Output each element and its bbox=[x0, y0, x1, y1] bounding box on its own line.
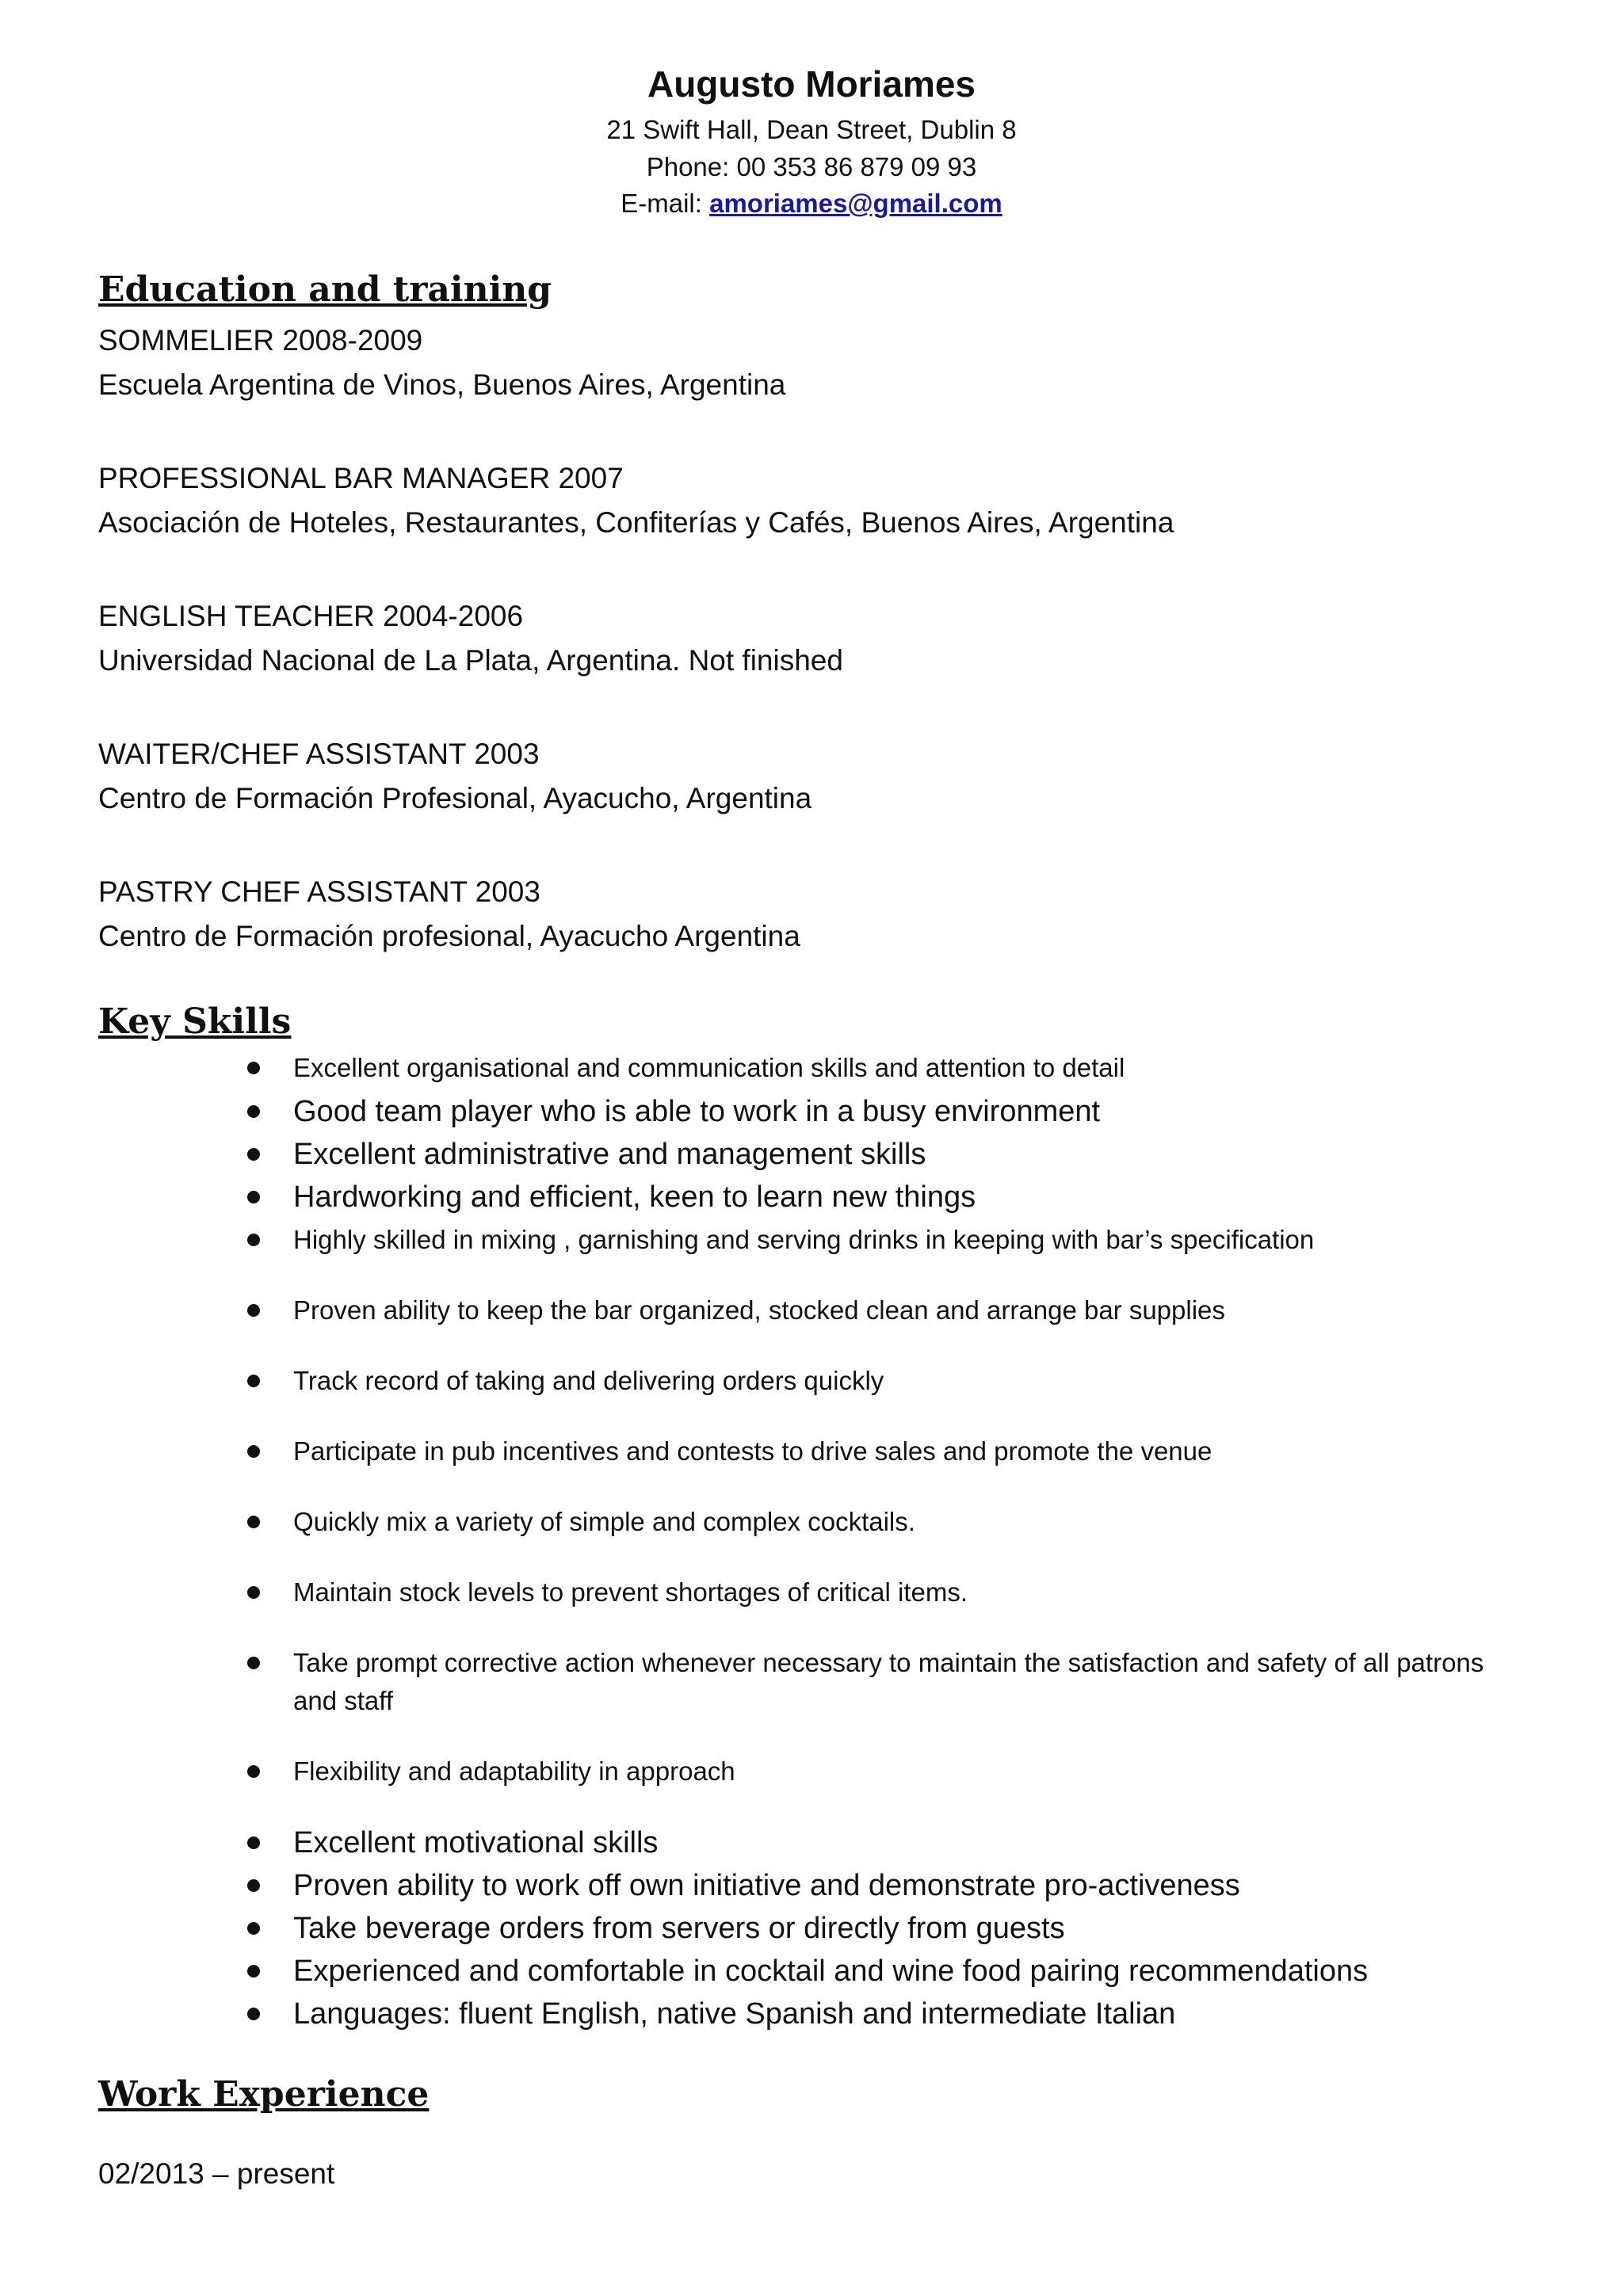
bullet-icon bbox=[247, 1922, 260, 1935]
email-label: E-mail: bbox=[621, 189, 710, 218]
bullet-icon bbox=[247, 1965, 260, 1978]
education-detail: Asociación de Hoteles, Restaurantes, Confiterías y Cafés, Buenos Aires, Argentina bbox=[98, 506, 1174, 539]
skill-item: Experienced and comfortable in cocktail and wine food pairing recommendations bbox=[293, 1955, 1369, 1988]
candidate-name: Augusto Moriames bbox=[647, 63, 976, 105]
education-heading: Education and training bbox=[98, 269, 552, 310]
skill-item: Excellent motivational skills bbox=[293, 1826, 659, 1859]
skill-item: Participate in pub incentives and contests to drive sales and promote the venue bbox=[293, 1436, 1212, 1466]
education-detail: Universidad Nacional de La Plata, Argentina. Not finished bbox=[98, 644, 843, 677]
skill-item: Take prompt corrective action whenever necessary to maintain the satisfaction and safety of all patrons and staff bbox=[293, 1648, 1484, 1715]
skill-item: Good team player who is able to work in a busy environment bbox=[293, 1095, 1101, 1128]
work-experience-heading: Work Experience bbox=[98, 2074, 430, 2115]
education-title: WAITER/CHEF ASSISTANT 2003 bbox=[98, 738, 540, 770]
bullet-icon bbox=[247, 1765, 260, 1778]
education-detail: Escuela Argentina de Vinos, Buenos Aires, Argentina bbox=[98, 368, 786, 401]
bullet-icon bbox=[247, 1105, 260, 1118]
skill-item: Excellent administrative and management skills bbox=[293, 1138, 926, 1171]
bullet-icon bbox=[247, 1304, 260, 1317]
key-skills-heading: Key Skills bbox=[98, 1001, 292, 1042]
skill-item: Proven ability to work off own initiative and demonstrate pro-activeness bbox=[293, 1869, 1240, 1902]
phone-number: Phone: 00 353 86 879 09 93 bbox=[646, 152, 977, 181]
education-title: SOMMELIER 2008-2009 bbox=[98, 324, 423, 357]
bullet-icon bbox=[247, 1062, 260, 1074]
bullet-icon bbox=[247, 1836, 260, 1849]
skill-item: Proven ability to keep the bar organized, stocked clean and arrange bar supplies bbox=[293, 1295, 1225, 1325]
education-detail: Centro de Formación Profesional, Ayacucho, Argentina bbox=[98, 782, 812, 814]
skill-item: Languages: fluent English, native Spanish and intermediate Italian bbox=[293, 1997, 1176, 2031]
bullet-icon bbox=[247, 1657, 260, 1669]
bullet-icon bbox=[247, 1586, 260, 1599]
bullet-icon bbox=[247, 1234, 260, 1246]
skill-item: Highly skilled in mixing , garnishing and serving drinks in keeping with bar’s specification bbox=[293, 1225, 1315, 1254]
education-title: PASTRY CHEF ASSISTANT 2003 bbox=[98, 875, 540, 908]
skill-item: Flexibility and adaptability in approach bbox=[293, 1756, 735, 1786]
education-detail: Centro de Formación profesional, Ayacucho Argentina bbox=[98, 920, 800, 952]
skill-item: Quickly mix a variety of simple and complex cocktails. bbox=[293, 1507, 915, 1536]
bullet-icon bbox=[247, 1879, 260, 1892]
bullet-icon bbox=[247, 1148, 260, 1161]
email-line bbox=[0, 187, 1623, 220]
address: 21 Swift Hall, Dean Street, Dublin 8 bbox=[606, 115, 1017, 144]
email-link[interactable]: amoriames@gmail.com bbox=[709, 189, 1002, 218]
skill-item: Maintain stock levels to prevent shortages of critical items. bbox=[293, 1577, 968, 1607]
education-title: PROFESSIONAL BAR MANAGER 2007 bbox=[98, 462, 624, 494]
skill-item: Track record of taking and delivering orders quickly bbox=[293, 1366, 884, 1395]
bullet-icon bbox=[247, 1516, 260, 1528]
skill-item: Take beverage orders from servers or directly from guests bbox=[293, 1912, 1065, 1945]
bullet-icon bbox=[247, 1375, 260, 1387]
work-date-range: 02/2013 – present bbox=[98, 2157, 335, 2190]
bullet-icon bbox=[247, 2008, 260, 2020]
bullet-icon bbox=[247, 1445, 260, 1458]
skill-item: Excellent organisational and communication skills and attention to detail bbox=[293, 1053, 1125, 1082]
bullet-icon bbox=[247, 1191, 260, 1203]
skill-item: Hardworking and efficient, keen to learn new things bbox=[293, 1180, 976, 1214]
education-title: ENGLISH TEACHER 2004-2006 bbox=[98, 600, 524, 632]
